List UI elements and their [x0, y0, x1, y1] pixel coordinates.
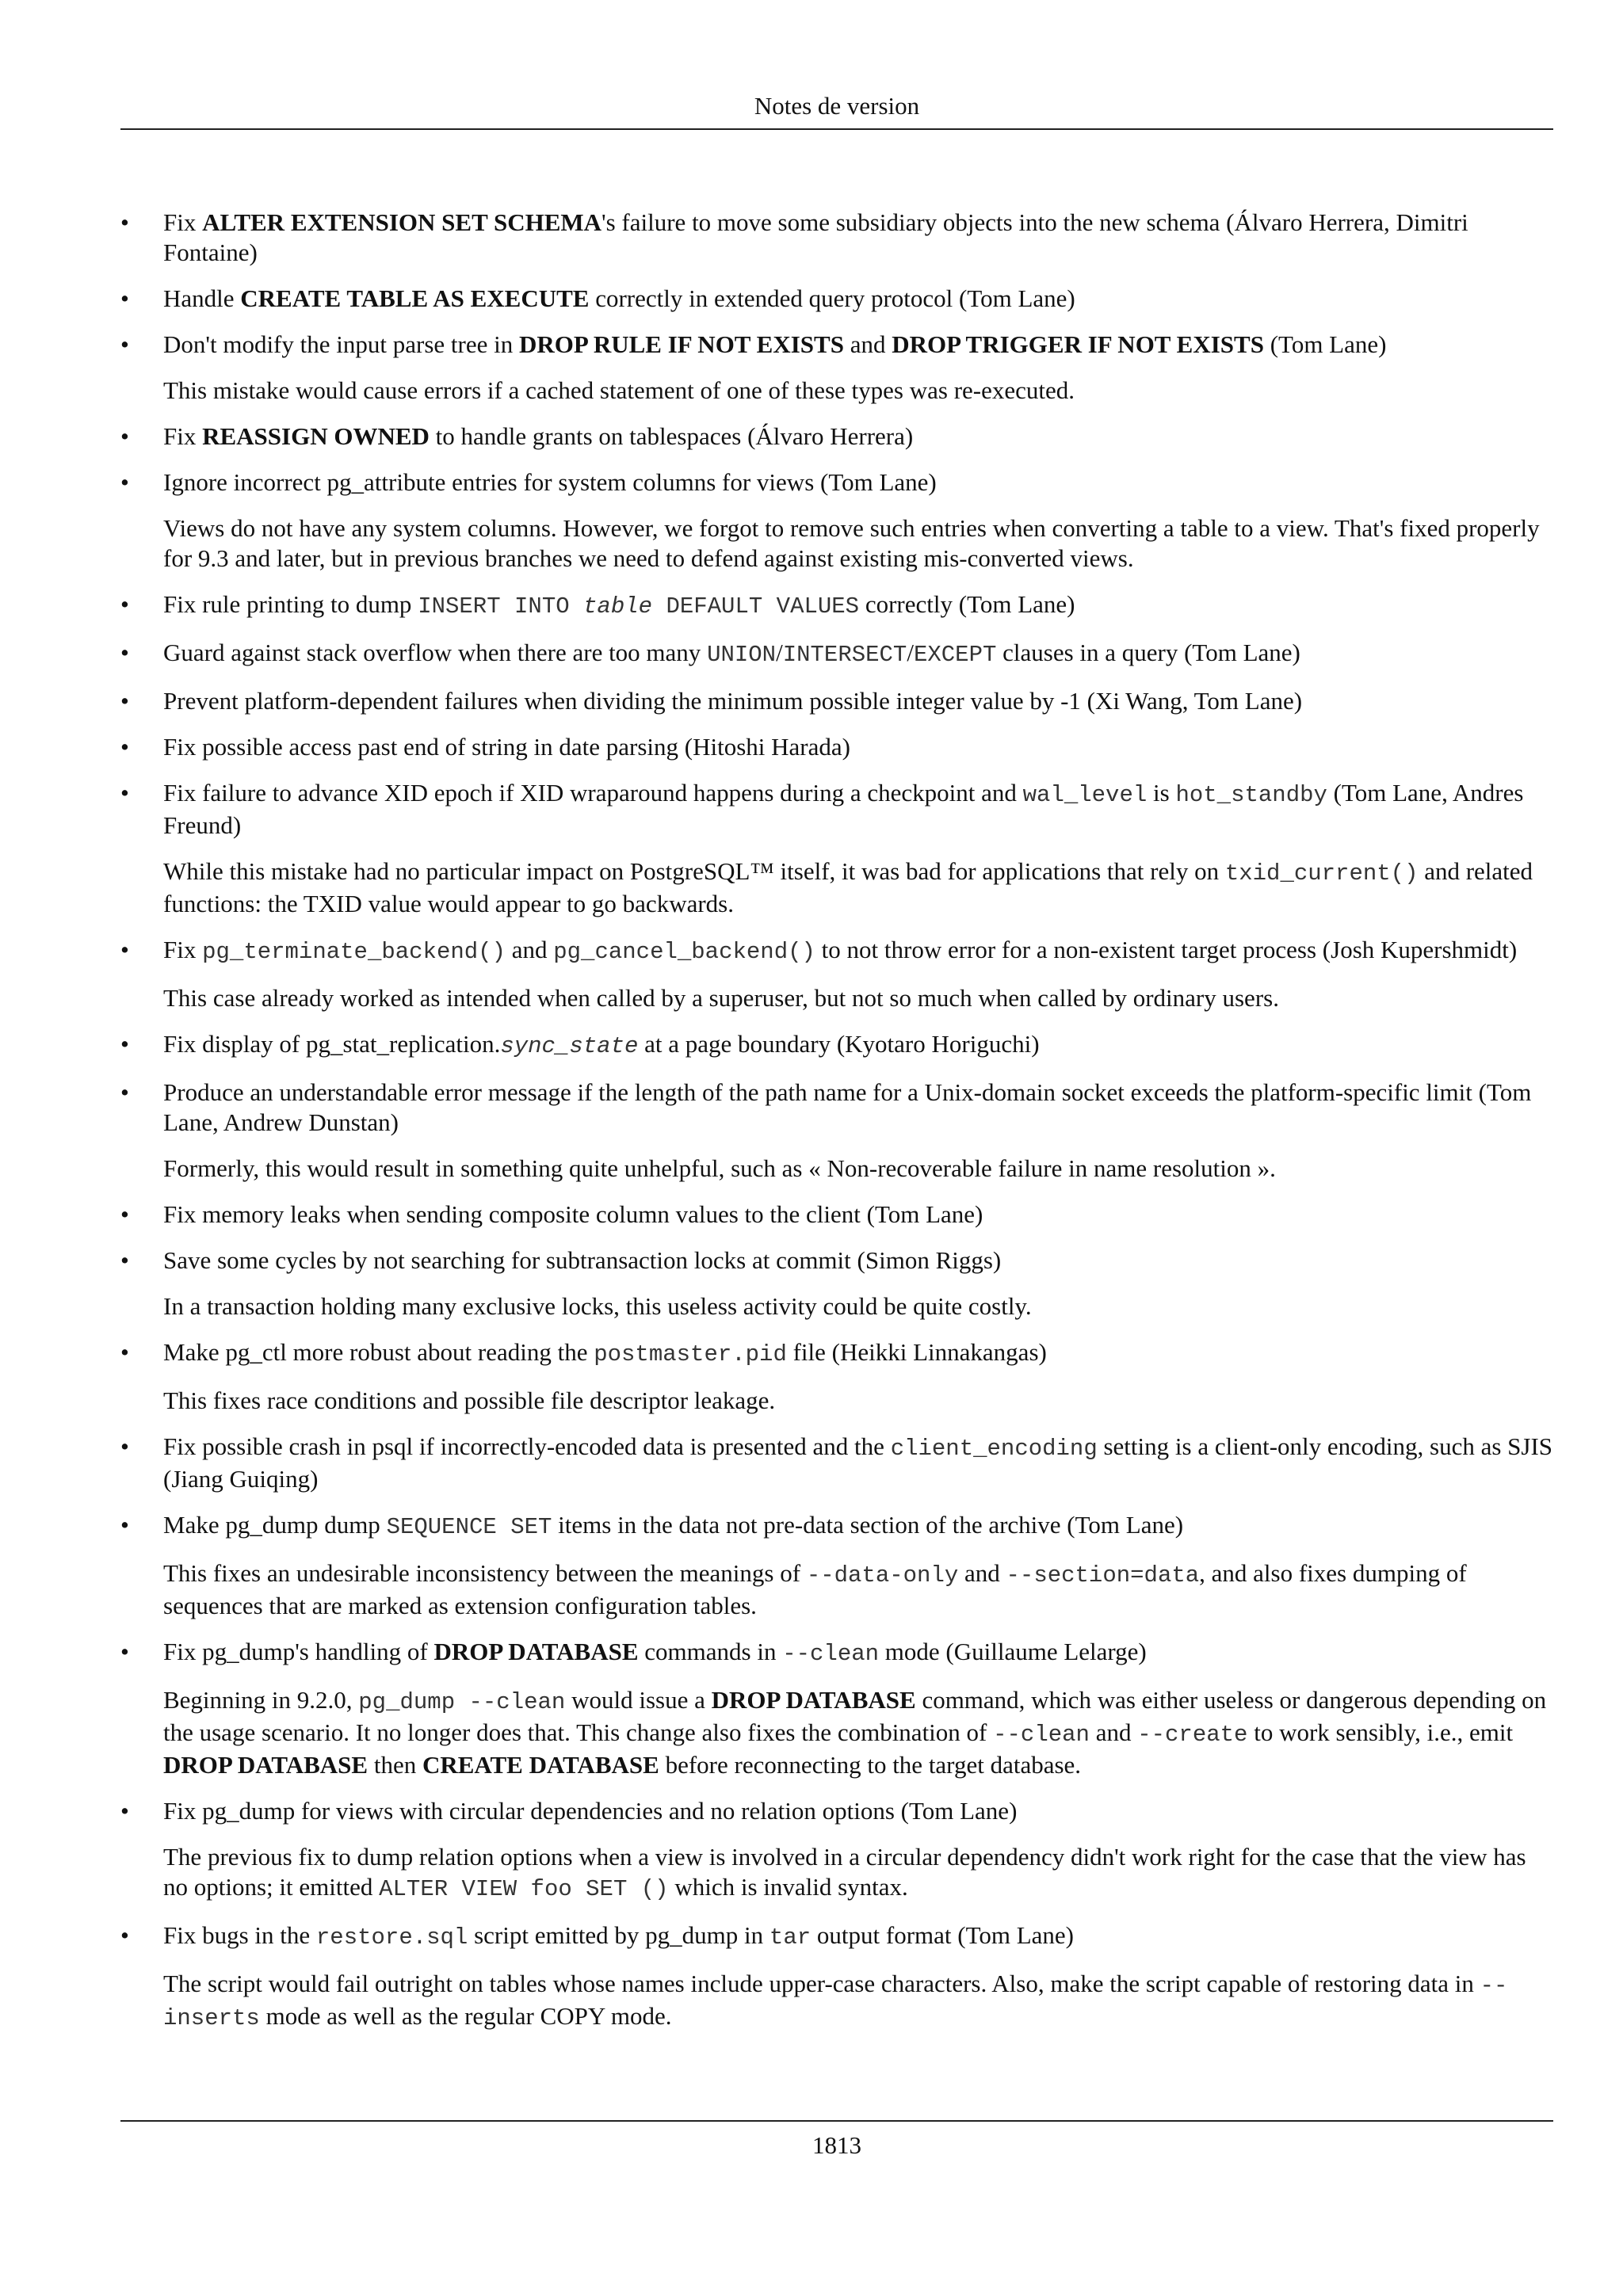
text-run: Fix — [163, 208, 203, 236]
item-text — [163, 589, 1553, 622]
code-literal: tar — [769, 1924, 812, 1951]
list-item — [120, 589, 1553, 622]
text-run: Views do not have any system columns. However, we forgot to remove such entries when converting a table to a view. That's fixed properly for 9.3 and later, but in previous branches we need to defend against existing mis-converted views. — [163, 514, 1540, 572]
text-run: Fix — [163, 422, 203, 450]
item-text — [163, 732, 1553, 762]
bullet-icon: • — [120, 468, 129, 496]
text-run: Formerly, this would result in something quite unhelpful, such as « Non-recoverable failure in name resolution ». — [163, 1154, 1276, 1182]
item-note — [163, 376, 1553, 406]
command-name: REASSIGN OWNED — [202, 422, 430, 450]
text-run: Don't modify the input parse tree in — [163, 330, 519, 358]
list-item — [120, 1637, 1553, 1780]
text-run: file (Heikki Linnakangas) — [786, 1338, 1047, 1366]
code-literal: --clean — [782, 1641, 880, 1667]
bullet-icon: • — [120, 639, 129, 666]
bullet-icon: • — [120, 330, 129, 358]
item-text — [163, 1796, 1553, 1826]
code-literal: DEFAULT VALUES — [652, 593, 860, 620]
code-literal: wal_level — [1022, 782, 1148, 808]
list-item — [120, 1077, 1553, 1184]
list-item — [120, 1029, 1553, 1062]
text-run: (Tom Lane) — [1263, 330, 1387, 358]
text-run: then — [368, 1751, 422, 1779]
code-literal: pg_terminate_backend() — [202, 939, 506, 965]
text-run: at a page boundary (Kyotaro Horiguchi) — [638, 1030, 1040, 1058]
text-run: 's failure to move some subsidiary objects into the new schema (Álvaro Herrera, Dimitri Fontaine) — [163, 208, 1468, 266]
text-run: script emitted by pg_dump in — [468, 1921, 769, 1949]
list-item — [120, 1337, 1553, 1416]
bullet-icon: • — [120, 1797, 129, 1825]
text-run: , and also fixes dumping of sequences that are marked as extension configuration tables. — [163, 1559, 1467, 1619]
text-run: output format (Tom Lane) — [811, 1921, 1074, 1949]
item-text — [163, 1245, 1553, 1276]
text-run: In a transaction holding many exclusive locks, this useless activity could be quite costly. — [163, 1292, 1032, 1320]
bullet-icon: • — [120, 1078, 129, 1106]
bullet-icon: • — [120, 1246, 129, 1274]
text-run: mode (Guillaume Lelarge) — [879, 1638, 1147, 1665]
item-text — [163, 1199, 1553, 1230]
code-literal: UNION — [707, 642, 777, 668]
text-run: (Tom Lane, Andres Freund) — [163, 779, 1524, 839]
bullet-icon: • — [120, 936, 129, 963]
code-literal: sync_state — [500, 1033, 639, 1059]
item-text — [163, 1432, 1553, 1494]
command-name: DROP DATABASE — [163, 1751, 369, 1779]
command-name: DROP RULE IF NOT EXISTS — [518, 330, 844, 358]
bullet-icon: • — [120, 733, 129, 761]
text-run: to handle grants on tablespaces (Álvaro Herrera) — [429, 422, 914, 450]
bullet-icon: • — [120, 1638, 129, 1665]
bullet-icon: • — [120, 422, 129, 450]
text-run: and — [843, 330, 892, 358]
list-item — [120, 284, 1553, 314]
item-note — [163, 983, 1553, 1013]
list-item — [120, 467, 1553, 574]
bullet-icon: • — [120, 1338, 129, 1366]
code-literal: --section=data — [1006, 1562, 1200, 1589]
code-literal: pg_cancel_backend() — [553, 939, 815, 965]
text-run: before reconnecting to the target database. — [659, 1751, 1082, 1779]
text-run: correctly in extended query protocol (Tom Lane) — [589, 284, 1075, 312]
page-number: 1813 — [812, 2131, 861, 2159]
item-text — [163, 935, 1553, 967]
code-literal: SEQUENCE SET — [386, 1514, 552, 1540]
bullet-icon: • — [120, 1432, 129, 1460]
item-text — [163, 467, 1553, 498]
list-item — [120, 778, 1553, 919]
code-literal: txid_current() — [1224, 860, 1419, 887]
text-run: to not throw error for a non-existent target process (Josh Kupershmidt) — [815, 936, 1518, 963]
item-text — [163, 330, 1553, 360]
text-run: / — [776, 639, 783, 666]
item-note — [163, 1969, 1553, 2034]
code-literal: INTERSECT — [782, 642, 907, 668]
text-run: This fixes an undesirable inconsistency between the meanings of — [163, 1559, 807, 1587]
code-literal: postmaster.pid — [594, 1341, 787, 1367]
text-run: Make pg_dump dump — [163, 1511, 387, 1539]
text-run: Fix possible crash in psql if incorrectly-encoded data is presented and the — [163, 1432, 891, 1460]
text-run: While this mistake had no particular impact on PostgreSQL™ itself, it was bad for applications that rely on — [163, 857, 1225, 885]
text-run: Fix bugs in the — [163, 1921, 316, 1949]
text-run: clauses in a query (Tom Lane) — [996, 639, 1300, 666]
item-text — [163, 778, 1553, 841]
text-run: items in the data not pre-data section of the archive (Tom Lane) — [552, 1511, 1184, 1539]
list-item — [120, 421, 1553, 452]
bullet-icon: • — [120, 687, 129, 715]
text-run: The script would fail outright on tables whose names include upper-case characters. Also, make the script capable of restoring data in — [163, 1970, 1480, 1997]
code-literal: --create — [1137, 1722, 1248, 1748]
code-literal: table — [583, 593, 653, 620]
text-run: Fix pg_dump's handling of — [163, 1638, 434, 1665]
header-rule — [120, 128, 1553, 130]
code-literal: INSERT INTO — [418, 593, 584, 620]
code-literal: ALTER VIEW foo SET () — [379, 1876, 669, 1902]
command-name: CREATE TABLE AS EXECUTE — [240, 284, 590, 312]
list-item — [120, 208, 1553, 268]
item-note — [163, 513, 1553, 574]
command-name: DROP DATABASE — [711, 1686, 916, 1714]
text-run: and related functions: the TXID value would appear to go backwards. — [163, 857, 1533, 917]
footer-rule — [120, 2120, 1553, 2122]
text-run: mode as well as the regular COPY mode. — [259, 2002, 672, 2030]
code-literal: EXCEPT — [913, 642, 997, 668]
bullet-icon: • — [120, 284, 129, 312]
command-name: ALTER EXTENSION SET SCHEMA — [202, 208, 602, 236]
text-run: which is invalid syntax. — [668, 1873, 908, 1901]
item-text — [163, 638, 1553, 670]
list-item — [120, 1432, 1553, 1494]
list-item — [120, 330, 1553, 406]
code-literal: restore.sql — [315, 1924, 468, 1951]
text-run: Prevent platform-dependent failures when dividing the minimum possible integer value by -1 (Xi Wang, Tom Lane) — [163, 687, 1303, 715]
item-text — [163, 1510, 1553, 1543]
item-text — [163, 284, 1553, 314]
text-run: and — [505, 936, 554, 963]
text-run: Fix pg_dump for views with circular dependencies and no relation options (Tom Lane) — [163, 1797, 1018, 1825]
text-run: Produce an understandable error message if the length of the path name for a Unix-domain socket exceeds the platform-specific limit (Tom Lane, Andrew Dunstan) — [163, 1078, 1532, 1136]
list-item — [120, 1510, 1553, 1621]
item-note — [163, 1291, 1553, 1322]
command-name: DROP DATABASE — [433, 1638, 639, 1665]
text-run: Fix rule printing to dump — [163, 590, 418, 618]
item-text — [163, 1029, 1553, 1062]
item-text — [163, 421, 1553, 452]
item-text — [163, 1337, 1553, 1370]
text-run: Fix — [163, 936, 203, 963]
item-text — [163, 1637, 1553, 1669]
code-literal: hot_standby — [1175, 782, 1327, 808]
code-literal: pg_dump --clean — [358, 1689, 566, 1715]
text-run: Save some cycles by not searching for subtransaction locks at commit (Simon Riggs) — [163, 1246, 1002, 1274]
text-run: The previous fix to dump relation options when a view is involved in a circular dependency didn't work right for the case that the view has no options; it emitted — [163, 1843, 1526, 1901]
bullet-icon: • — [120, 208, 129, 236]
bullet-icon: • — [120, 1511, 129, 1539]
bullet-icon: • — [120, 1030, 129, 1058]
text-run: Handle — [163, 284, 241, 312]
item-text — [163, 686, 1553, 716]
release-notes-list — [120, 208, 1553, 2050]
list-item — [120, 732, 1553, 762]
command-name: DROP TRIGGER IF NOT EXISTS — [892, 330, 1264, 358]
text-run: Fix failure to advance XID epoch if XID wraparound happens during a checkpoint and — [163, 779, 1023, 807]
text-run: and — [1089, 1718, 1138, 1746]
text-run: commands in — [638, 1638, 783, 1665]
text-run: / — [907, 639, 914, 666]
text-run: Fix memory leaks when sending composite column values to the client (Tom Lane) — [163, 1200, 983, 1228]
page-header: Notes de version — [754, 92, 920, 120]
code-literal: --data-only — [806, 1562, 959, 1589]
text-run: This mistake would cause errors if a cached statement of one of these types was re-executed. — [163, 376, 1075, 404]
text-run: This fixes race conditions and possible file descriptor leakage. — [163, 1386, 776, 1414]
item-text — [163, 208, 1553, 268]
text-run: Guard against stack overflow when there are too many — [163, 639, 708, 666]
bullet-icon: • — [120, 1200, 129, 1228]
item-note — [163, 1842, 1553, 1905]
text-run: Fix possible access past end of string in date parsing (Hitoshi Harada) — [163, 733, 850, 761]
text-run: Ignore incorrect pg_attribute entries for system columns for views (Tom Lane) — [163, 468, 937, 496]
list-item — [120, 1796, 1553, 1905]
item-text — [163, 1077, 1553, 1138]
list-item — [120, 686, 1553, 716]
code-literal: --inserts — [163, 1973, 1508, 2031]
text-run: would issue a — [565, 1686, 712, 1714]
list-item — [120, 1245, 1553, 1322]
list-item — [120, 935, 1553, 1013]
text-run: Make pg_ctl more robust about reading the — [163, 1338, 594, 1366]
text-run: setting is a client-only encoding, such as SJIS (Jiang Guiqing) — [163, 1432, 1553, 1493]
bullet-icon: • — [120, 590, 129, 618]
item-note — [163, 1685, 1553, 1780]
item-note — [163, 1386, 1553, 1416]
list-item — [120, 638, 1553, 670]
bullet-icon: • — [120, 1921, 129, 1949]
text-run: Beginning in 9.2.0, — [163, 1686, 359, 1714]
code-literal: client_encoding — [890, 1436, 1098, 1462]
text-run: to work sensibly, i.e., emit — [1247, 1718, 1514, 1746]
list-item — [120, 1920, 1553, 2034]
code-literal: --clean — [993, 1722, 1090, 1748]
text-run: command, which was either useless or dangerous depending on the usage scenario. It no longer does that. This change also fixes the combination of — [163, 1686, 1547, 1746]
item-note — [163, 856, 1553, 919]
text-run: correctly (Tom Lane) — [859, 590, 1075, 618]
text-run: Fix display of pg_stat_replication. — [163, 1030, 501, 1058]
command-name: CREATE DATABASE — [422, 1751, 659, 1779]
text-run: and — [958, 1559, 1006, 1587]
text-run: is — [1147, 779, 1176, 807]
text-run: This case already worked as intended when called by a superuser, but not so much when called by ordinary users. — [163, 984, 1279, 1012]
bullet-icon: • — [120, 779, 129, 807]
item-note — [163, 1558, 1553, 1621]
list-item — [120, 1199, 1553, 1230]
item-note — [163, 1154, 1553, 1184]
item-text — [163, 1920, 1553, 1953]
